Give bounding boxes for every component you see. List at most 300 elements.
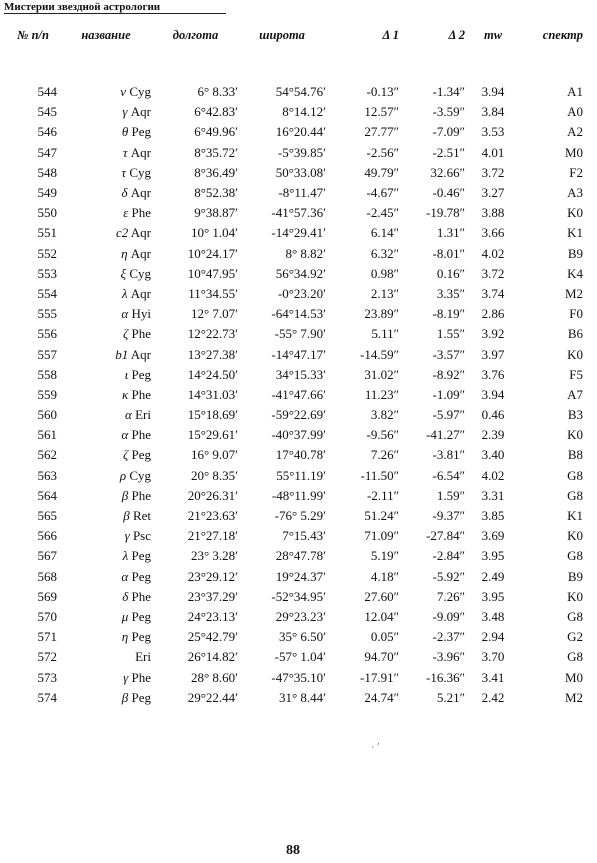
cell-spectrum: K1: [567, 225, 583, 241]
cell-star-name: [61, 122, 153, 142]
cell-star-name: [61, 244, 153, 264]
cell-latitude: -55° 7.90′: [274, 326, 326, 342]
table-row: [5, 385, 591, 405]
cell-longitude: 11°34.55′: [188, 285, 238, 301]
constellation: Peg: [131, 629, 151, 645]
cell-delta2: -1.09″: [432, 386, 465, 402]
table-body: [5, 82, 591, 708]
cell-delta1: 12.57″: [364, 104, 399, 120]
cell-longitude: 23°37.29′: [187, 588, 238, 604]
cell-delta2: 1.31″: [436, 225, 465, 241]
cell-delta1: 6.14″: [370, 225, 399, 241]
col-header-delta1: Δ 1: [382, 28, 399, 42]
cell-latitude: 8° 8.82′: [285, 245, 326, 261]
cell-delta2: -3.81″: [432, 447, 465, 463]
cell-delta2: 32.66″: [430, 164, 465, 180]
cell-delta1: -9.56″: [366, 427, 399, 443]
cell-number: 573: [37, 669, 57, 685]
cell-delta2: 7.26″: [436, 588, 465, 604]
cell-longitude: 16° 9.07′: [190, 447, 238, 463]
cell-magnitude: 3.94: [481, 84, 505, 100]
constellation: Ret: [132, 508, 151, 524]
cell-number: 571: [37, 629, 57, 645]
cell-latitude: -57° 1.04′: [274, 649, 326, 665]
cell-longitude: 6°42.83′: [194, 104, 238, 120]
cell-longitude: 15°29.61′: [187, 427, 238, 443]
cell-magnitude: 2.49: [481, 568, 505, 584]
constellation: Cyg: [129, 84, 151, 100]
cell-number: 558: [37, 366, 57, 382]
cell-delta2: -2.37″: [432, 629, 465, 645]
constellation: Aqr: [130, 104, 151, 120]
constellation: Phe: [131, 205, 151, 221]
star-designation: ζ: [122, 447, 129, 463]
cell-latitude: 29°23.23′: [275, 608, 326, 624]
cell-delta2: -2.51″: [432, 144, 465, 160]
cell-star-name: [61, 264, 153, 284]
cell-delta2: -1.34″: [432, 84, 465, 100]
table-row: [5, 284, 591, 304]
cell-latitude: -0°23.20′: [277, 285, 326, 301]
star-designation: α: [121, 568, 129, 584]
table-row: [5, 627, 591, 647]
table-row: [5, 466, 591, 486]
cell-spectrum: F5: [569, 366, 583, 382]
cell-longitude: 12° 7.07′: [190, 306, 238, 322]
cell-magnitude: 2.42: [481, 689, 505, 705]
table-row: [5, 587, 591, 607]
cell-latitude: -8°11.47′: [278, 185, 326, 201]
cell-spectrum: A3: [567, 185, 583, 201]
cell-star-name: [61, 102, 153, 122]
constellation: Peg: [131, 124, 151, 140]
star-designation: λ: [122, 548, 129, 564]
cell-longitude: 29°22.44′: [187, 689, 238, 705]
cell-spectrum: B9: [567, 245, 583, 261]
cell-magnitude: 3.40: [481, 447, 505, 463]
cell-magnitude: 2.39: [481, 427, 505, 443]
constellation: Phe: [131, 669, 151, 685]
cell-delta2: -8.92″: [432, 366, 465, 382]
cell-star-name: [61, 688, 153, 708]
cell-spectrum: B6: [567, 326, 583, 342]
cell-spectrum: K0: [567, 346, 583, 362]
col-header-latitude: широта: [259, 28, 305, 42]
cell-longitude: 24°23.13′: [187, 608, 238, 624]
cell-longitude: 15°18.69′: [187, 407, 238, 423]
cell-delta2: -5.97″: [432, 407, 465, 423]
cell-spectrum: A0: [567, 104, 583, 120]
cell-latitude: -40°37.99′: [271, 427, 326, 443]
cell-latitude: -5°39.85′: [277, 144, 326, 160]
cell-delta2: -3.57″: [432, 346, 465, 362]
star-designation: δ: [121, 185, 128, 201]
cell-number: 567: [37, 548, 57, 564]
cell-spectrum: A2: [567, 124, 583, 140]
cell-longitude: 21°27.18′: [187, 528, 238, 544]
cell-star-name: [61, 163, 153, 183]
cell-number: 572: [37, 649, 57, 665]
cell-latitude: 50°33.08′: [275, 164, 326, 180]
col-header-spectrum: спектр: [542, 28, 583, 42]
cell-spectrum: K0: [567, 427, 583, 443]
cell-number: 569: [37, 588, 57, 604]
cell-latitude: -47°35.10′: [271, 669, 326, 685]
cell-spectrum: G8: [567, 649, 583, 665]
cell-delta2: -5.92″: [432, 568, 465, 584]
cell-magnitude: 3.72: [481, 265, 505, 281]
cell-star-name: [61, 183, 153, 203]
star-designation: β: [121, 689, 129, 705]
cell-number: 547: [37, 144, 57, 160]
cell-star-name: [61, 304, 153, 324]
constellation: Aqr: [130, 225, 151, 241]
cell-delta1: 49.79″: [364, 164, 399, 180]
cell-delta2: -0.46″: [432, 185, 465, 201]
constellation: Peg: [131, 548, 151, 564]
cell-star-name: [61, 223, 153, 243]
table-row: [5, 425, 591, 445]
col-header-number: № п/п: [17, 28, 49, 42]
constellation: Cyg: [129, 164, 151, 180]
cell-delta1: 51.24″: [364, 508, 399, 524]
cell-spectrum: M0: [564, 144, 583, 160]
cell-star-name: [61, 203, 153, 223]
cell-latitude: -48°11.99′: [271, 487, 326, 503]
star-designation: ε: [123, 205, 129, 221]
cell-latitude: 19°24.37′: [275, 568, 326, 584]
star-designation: ι: [124, 366, 129, 382]
cell-number: 561: [37, 427, 57, 443]
cell-star-name: [61, 385, 153, 405]
cell-delta1: 5.19″: [370, 548, 399, 564]
table-row: [5, 324, 591, 344]
cell-number: 548: [37, 164, 57, 180]
table-row: [5, 122, 591, 142]
cell-longitude: 20°26.31′: [187, 487, 238, 503]
cell-latitude: -14°47.17′: [271, 346, 326, 362]
constellation: Cyg: [129, 265, 151, 281]
cell-delta1: -2.56″: [366, 144, 399, 160]
cell-spectrum: G8: [567, 487, 583, 503]
cell-latitude: 34°15.33′: [275, 366, 326, 382]
cell-star-name: [61, 143, 153, 163]
table-row: [5, 405, 591, 425]
cell-magnitude: 4.02: [481, 245, 505, 261]
cell-longitude: 12°22.73′: [187, 326, 238, 342]
cell-magnitude: 3.70: [481, 649, 505, 665]
cell-star-name: [61, 587, 153, 607]
cell-spectrum: A7: [567, 386, 583, 402]
cell-latitude: 17°40.78′: [275, 447, 326, 463]
cell-delta2: 5.21″: [436, 689, 465, 705]
cell-delta1: 94.70″: [364, 649, 399, 665]
table-header: [5, 28, 591, 82]
cell-delta2: -9.09″: [432, 608, 465, 624]
cell-delta1: 12.04″: [364, 608, 399, 624]
table-row: [5, 365, 591, 385]
cell-number: 546: [37, 124, 57, 140]
cell-number: 565: [37, 508, 57, 524]
table-row: [5, 607, 591, 627]
table-row: [5, 102, 591, 122]
cell-spectrum: A1: [567, 84, 583, 100]
cell-number: 555: [37, 306, 57, 322]
cell-spectrum: B3: [567, 407, 583, 423]
cell-longitude: 8°52.38′: [194, 185, 238, 201]
cell-delta1: 11.23″: [364, 386, 399, 402]
constellation: Aqr: [130, 285, 151, 301]
star-designation: α: [125, 407, 132, 423]
cell-spectrum: G2: [567, 629, 583, 645]
cell-longitude: 8°35.72′: [194, 144, 238, 160]
constellation: Psc: [132, 528, 151, 544]
cell-delta1: -4.67″: [366, 185, 399, 201]
constellation: Peg: [131, 447, 151, 463]
cell-delta1: 5.11″: [371, 326, 399, 342]
cell-magnitude: 3.84: [481, 104, 505, 120]
cell-spectrum: K0: [567, 205, 583, 221]
cell-magnitude: 4.01: [481, 144, 505, 160]
cell-number: 552: [37, 245, 57, 261]
cell-longitude: 14°31.03′: [187, 386, 238, 402]
constellation: Peg: [131, 608, 151, 624]
cell-delta1: 27.60″: [364, 588, 399, 604]
star-designation: γ: [122, 104, 128, 120]
cell-number: 553: [37, 265, 57, 281]
cell-delta1: -17.91″: [360, 669, 399, 685]
cell-magnitude: 3.95: [481, 588, 505, 604]
table-row: [5, 143, 591, 163]
cell-spectrum: M0: [564, 669, 583, 685]
star-designation: ξ: [120, 265, 127, 281]
star-designation: ν: [120, 84, 127, 100]
cell-latitude: 7°15.43′: [282, 528, 326, 544]
cell-longitude: 23°29.12′: [187, 568, 238, 584]
cell-magnitude: 3.92: [481, 326, 505, 342]
star-designation: c2: [115, 225, 129, 241]
cell-number: 551: [37, 225, 57, 241]
cell-star-name: [61, 284, 153, 304]
cell-delta1: -2.11″: [366, 487, 399, 503]
constellation: Phe: [131, 427, 151, 443]
cell-spectrum: G8: [567, 548, 583, 564]
cell-delta1: 23.89″: [364, 306, 399, 322]
table-row: [5, 667, 591, 687]
col-header-longitude: долгота: [172, 28, 219, 42]
cell-number: 562: [37, 447, 57, 463]
cell-magnitude: 3.76: [481, 366, 505, 382]
constellation: Eri: [135, 407, 151, 423]
cell-magnitude: 3.97: [481, 346, 505, 362]
cell-delta2: -16.36″: [426, 669, 465, 685]
star-designation: τ: [122, 144, 128, 160]
cell-longitude: 10°24.17′: [187, 245, 238, 261]
cell-longitude: 14°24.50′: [187, 366, 238, 382]
cell-star-name: [61, 607, 153, 627]
cell-star-name: [61, 82, 153, 102]
cell-delta1: 71.09″: [364, 528, 399, 544]
cell-latitude: 35° 6.50′: [278, 629, 326, 645]
cell-star-name: [61, 667, 153, 687]
cell-longitude: 9°38.87′: [194, 205, 238, 221]
star-designation: η: [121, 629, 129, 645]
cell-magnitude: 3.74: [481, 285, 505, 301]
cell-number: 568: [37, 568, 57, 584]
table-row: [5, 567, 591, 587]
cell-number: 560: [37, 407, 57, 423]
cell-magnitude: 3.88: [481, 205, 505, 221]
table-row: [5, 163, 591, 183]
cell-delta1: 31.02″: [364, 366, 399, 382]
cell-delta1: 2.13″: [370, 285, 399, 301]
cell-latitude: 28°47.78′: [275, 548, 326, 564]
cell-longitude: 23° 3.28′: [190, 548, 238, 564]
cell-delta2: -19.78″: [426, 205, 465, 221]
cell-magnitude: 0.46: [481, 407, 505, 423]
cell-spectrum: M2: [564, 285, 583, 301]
star-designation: θ: [121, 124, 129, 140]
cell-magnitude: 3.66: [481, 225, 505, 241]
cell-spectrum: K1: [567, 508, 583, 524]
cell-delta1: 7.26″: [370, 447, 399, 463]
cell-latitude: -41°57.36′: [271, 205, 326, 221]
cell-number: 570: [37, 608, 57, 624]
star-designation: γ: [123, 669, 129, 685]
cell-star-name: [61, 405, 153, 425]
constellation: Phe: [131, 588, 151, 604]
cell-delta2: -2.84″: [432, 548, 465, 564]
table-row: [5, 223, 591, 243]
cell-longitude: 20° 8.35′: [190, 467, 238, 483]
cell-delta2: -9.37″: [432, 508, 465, 524]
cell-latitude: -64°14.53′: [271, 306, 326, 322]
cell-number: 549: [37, 185, 57, 201]
star-designation: η: [121, 245, 128, 261]
cell-delta2: -27.84″: [426, 528, 465, 544]
cell-longitude: 10° 1.04′: [190, 225, 238, 241]
col-header-magnitude: mw: [483, 28, 503, 42]
cell-star-name: [61, 344, 153, 364]
table-row: [5, 647, 591, 667]
ink-smudge: ˙ ˊ: [369, 741, 385, 757]
cell-longitude: 6°49.96′: [194, 124, 238, 140]
cell-star-name: [61, 324, 153, 344]
running-head: Мистерии звездной астрологии: [4, 1, 226, 14]
cell-delta2: -8.01″: [432, 245, 465, 261]
cell-spectrum: B8: [567, 447, 583, 463]
cell-star-name: [61, 546, 153, 566]
cell-number: 574: [37, 689, 57, 705]
cell-spectrum: G8: [567, 608, 583, 624]
page-number: 88: [286, 843, 300, 858]
cell-latitude: -59°22.69′: [271, 407, 326, 423]
cell-latitude: 8°14.12′: [282, 104, 326, 120]
cell-delta2: -41.27″: [426, 427, 465, 443]
constellation: Aqr: [130, 185, 151, 201]
cell-magnitude: 2.86: [481, 306, 505, 322]
cell-delta2: -7.09″: [432, 124, 465, 140]
cell-longitude: 8°36.49′: [194, 164, 238, 180]
cell-magnitude: 2.94: [481, 629, 505, 645]
cell-number: 550: [37, 205, 57, 221]
star-table: [5, 28, 591, 708]
star-designation: δ: [122, 588, 129, 604]
cell-longitude: 26°14.82′: [187, 649, 238, 665]
cell-delta1: -2.45″: [366, 205, 399, 221]
cell-longitude: 6° 8.33′: [197, 84, 238, 100]
cell-delta1: 3.82″: [370, 407, 399, 423]
cell-star-name: [61, 445, 153, 465]
cell-star-name: [61, 647, 153, 667]
table-row: [5, 688, 591, 708]
table-row: [5, 264, 591, 284]
cell-star-name: [61, 567, 153, 587]
cell-number: 554: [37, 285, 57, 301]
cell-spectrum: B9: [567, 568, 583, 584]
constellation: Aqr: [130, 144, 151, 160]
cell-number: 545: [37, 104, 57, 120]
cell-latitude: 55°11.19′: [276, 467, 326, 483]
cell-latitude: 16°20.44′: [275, 124, 326, 140]
table-row: [5, 506, 591, 526]
cell-magnitude: 3.69: [481, 528, 505, 544]
constellation: Hyi: [131, 306, 151, 322]
constellation: Peg: [131, 689, 151, 705]
cell-delta2: -6.54″: [432, 467, 465, 483]
cell-delta2: -3.96″: [432, 649, 465, 665]
cell-longitude: 21°23.63′: [187, 508, 238, 524]
cell-magnitude: 3.27: [481, 185, 505, 201]
cell-number: 563: [37, 467, 57, 483]
cell-spectrum: F0: [569, 306, 583, 322]
constellation: Aqr: [130, 245, 151, 261]
cell-magnitude: 3.31: [481, 487, 505, 503]
cell-delta1: 27.77″: [364, 124, 399, 140]
cell-spectrum: M2: [564, 689, 583, 705]
table-row: [5, 344, 591, 364]
col-header-name: название: [81, 28, 131, 42]
table-row: [5, 304, 591, 324]
cell-latitude: 56°34.92′: [275, 265, 326, 281]
cell-spectrum: F2: [569, 164, 583, 180]
cell-number: 566: [37, 528, 57, 544]
cell-delta1: 4.18″: [370, 568, 399, 584]
cell-magnitude: 3.95: [481, 548, 505, 564]
header-row: [5, 28, 591, 82]
cell-delta1: 6.32″: [370, 245, 399, 261]
star-designation: α: [121, 427, 129, 443]
cell-delta1: 0.98″: [370, 265, 399, 281]
cell-star-name: [61, 526, 153, 546]
cell-star-name: [61, 506, 153, 526]
cell-number: 557: [37, 346, 57, 362]
cell-latitude: 31° 8.44′: [278, 689, 326, 705]
cell-delta2: -3.59″: [432, 104, 465, 120]
constellation: Eri: [135, 649, 151, 665]
star-designation: β: [123, 508, 130, 524]
cell-number: 559: [37, 386, 57, 402]
table-row: [5, 546, 591, 566]
constellation: Cyg: [129, 467, 151, 483]
col-header-delta2: Δ 2: [448, 28, 465, 42]
star-designation: λ: [121, 285, 128, 301]
cell-number: 564: [37, 487, 57, 503]
table-row: [5, 244, 591, 264]
star-designation: α: [121, 306, 129, 322]
star-designation: τ: [121, 164, 127, 180]
star-designation: β: [121, 487, 129, 503]
